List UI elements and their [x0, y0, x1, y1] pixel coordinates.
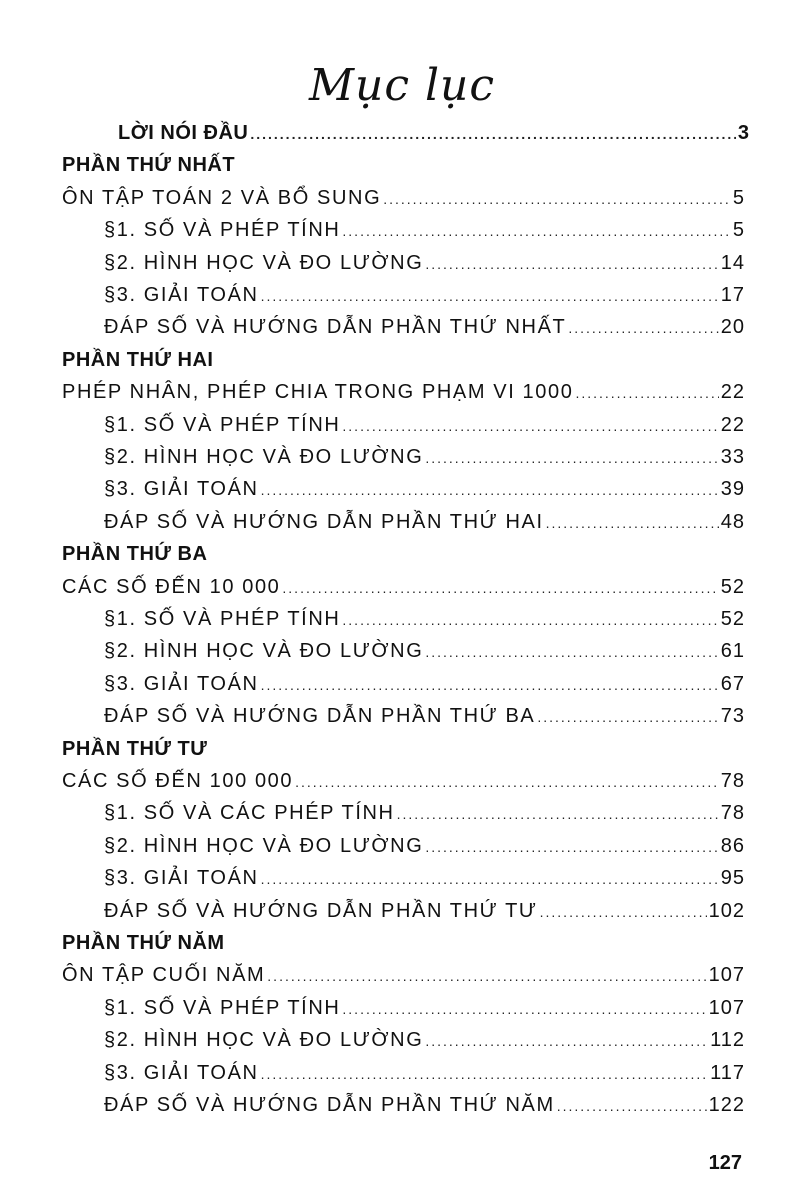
dot-leader: [557, 1087, 707, 1124]
toc-entry-page: 22: [720, 381, 745, 404]
toc-entry-label: ÔN TẬP TOÁN 2 VÀ BỔ SUNG: [62, 186, 382, 209]
toc-entry-page: 14: [720, 251, 745, 274]
toc-entry-page: 122: [708, 1094, 745, 1116]
toc-entry-page: 107: [708, 964, 745, 987]
toc-entry-page: 52: [720, 575, 745, 598]
toc-entry-page: 17: [720, 284, 745, 306]
toc-entry-label: §1. SỐ VÀ CÁC PHÉP TÍNH: [104, 802, 395, 825]
toc-entry-page: 33: [720, 446, 745, 468]
toc-entry-label: ĐÁP SỐ VÀ HƯỚNG DẪN PHẦN THỨ BA: [104, 705, 536, 728]
toc-entry-page: 95: [720, 867, 745, 890]
toc-entry-label: §3. GIẢI TOÁN: [104, 284, 259, 306]
toc-entry-label: §2. HÌNH HỌC VÀ ĐO LƯỜNG: [104, 834, 424, 857]
toc-entry-label: §2. HÌNH HỌC VÀ ĐO LƯỜNG: [104, 251, 424, 274]
table-of-contents: [0, 114, 804, 1116]
toc-entry-label: PHẦN THỨ TƯ: [62, 737, 208, 760]
toc-entry-label: PHÉP NHÂN, PHÉP CHIA TRONG PHẠM VI 1000: [62, 381, 574, 404]
toc-entry-label: §3. GIẢI TOÁN: [104, 1061, 259, 1084]
toc-entry-page: 73: [720, 705, 745, 728]
toc-entry-page: 102: [708, 899, 745, 922]
toc-entry-label: ĐÁP SỐ VÀ HƯỚNG DẪN PHẦN THỨ NHẤT: [104, 316, 567, 339]
toc-entry-label: §2. HÌNH HỌC VÀ ĐO LƯỜNG: [104, 640, 424, 663]
toc-entry-label: PHẦN THỨ NĂM: [62, 932, 225, 954]
dot-leader: [540, 893, 707, 930]
toc-entry-page: 112: [710, 1029, 745, 1052]
toc-entry-label: PHẦN THỨ HAI: [62, 348, 214, 371]
toc-entry-page: 86: [720, 834, 745, 857]
toc-entry-page: 5: [732, 219, 745, 242]
toc-entry-label: §2. HÌNH HỌC VÀ ĐO LƯỜNG: [104, 446, 424, 468]
toc-entry[interactable]: [104, 1086, 745, 1124]
toc-entry-page: 78: [720, 770, 745, 792]
toc-entry-page: 52: [720, 608, 745, 630]
toc-entry-page: 117: [710, 1061, 745, 1084]
toc-entry-label: §3. GIẢI TOÁN: [104, 672, 259, 695]
toc-entry-page: 20: [720, 316, 745, 339]
toc-entry-label: §1. SỐ VÀ PHÉP TÍNH: [104, 219, 341, 242]
toc-entry-page: 39: [720, 478, 745, 501]
toc-entry-label: §1. SỐ VÀ PHÉP TÍNH: [104, 413, 341, 436]
dot-leader: [537, 698, 718, 735]
toc-entry-page: 107: [708, 996, 745, 1019]
toc-entry-label: §1. SỐ VÀ PHÉP TÍNH: [104, 996, 341, 1019]
toc-entry-label: §2. HÌNH HỌC VÀ ĐO LƯỜNG: [104, 1029, 424, 1052]
page-title: Mục lục: [308, 60, 496, 111]
toc-entry-page: 61: [720, 640, 745, 663]
toc-entry-label: ĐÁP SỐ VÀ HƯỚNG DẪN PHẦN THỨ HAI: [104, 510, 544, 533]
toc-entry-label: ĐÁP SỐ VÀ HƯỚNG DẪN PHẦN THỨ NĂM: [104, 1094, 555, 1116]
toc-entry-page: 67: [720, 672, 745, 695]
toc-entry-label: §3. GIẢI TOÁN: [104, 478, 259, 501]
toc-entry-label: §3. GIẢI TOÁN: [104, 867, 259, 890]
dot-leader: [546, 504, 719, 541]
dot-leader: [568, 309, 718, 346]
page-number: 127: [708, 1152, 742, 1174]
toc-entry-label: LỜI NÓI ĐẦU: [118, 122, 249, 144]
toc-entry-page: 48: [720, 510, 745, 533]
toc-entry-label: PHẦN THỨ BA: [62, 543, 208, 566]
toc-entry-page: 22: [720, 413, 745, 436]
toc-entry-label: PHẦN THỨ NHẤT: [62, 154, 236, 177]
toc-entry-page: 3: [737, 122, 750, 144]
toc-entry-page: 78: [720, 802, 745, 825]
toc-entry-page: 5: [732, 186, 745, 209]
toc-entry-label: CÁC SỐ ĐẾN 10 000: [62, 575, 281, 598]
toc-entry-label: CÁC SỐ ĐẾN 100 000: [62, 770, 294, 792]
toc-entry-label: ĐÁP SỐ VÀ HƯỚNG DẪN PHẦN THỨ TƯ: [104, 899, 538, 922]
toc-entry-label: §1. SỐ VÀ PHÉP TÍNH: [104, 608, 341, 630]
toc-entry-label: ÔN TẬP CUỐI NĂM: [62, 964, 266, 987]
